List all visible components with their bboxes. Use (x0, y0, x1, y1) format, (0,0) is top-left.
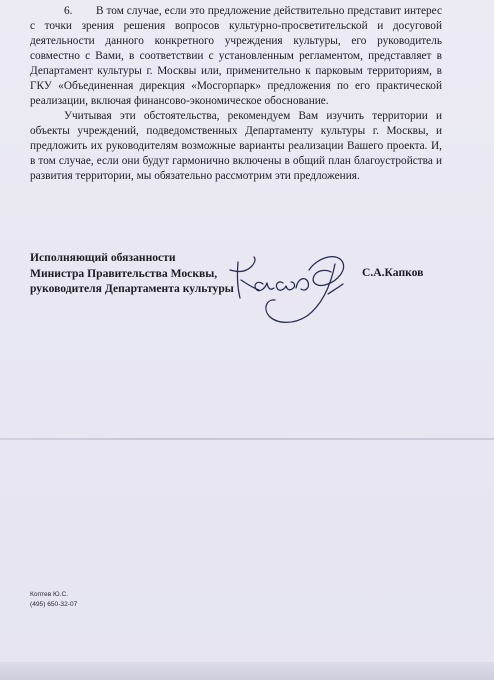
paragraph-2: Учитывая эти обстоятельства, рекомендуем Вам изучить территории и объекты учреждений, подведомственных Департаменту культуры г. Москвы, и предложить их руководителям возможные варианты реализации Вашего проекта. И, в том случае, если они будут гармонично включены в общий план благоустройства и развития территории, мы обязательно рассмотрим эти предложения. (30, 110, 442, 182)
executor-name: Коптев Ю.С. (30, 591, 69, 598)
paragraph-1-text: В том случае, если это предложение действительно представит интерес с точки зрения решения вопросов культурно-просветительской и досуговой деятельности данного конкретного учреждения культуры, его руководитель совместно с Вами, в соответствии с установленным регламентом, представляет в Департамент культуры г. Москвы или, применительно к парковым территориям, в ГКУ «Объединенная дирекция «Мосгорпарк» предложения по его практической реализации, включая финансово-экономическое обоснование. (30, 5, 442, 107)
signatory-title-line-1: Исполняющий обязанности (30, 251, 176, 264)
handwritten-signature (225, 232, 365, 342)
page-bottom-edge (0, 662, 494, 680)
signatory-title (30, 250, 234, 297)
paper-fold-line (0, 438, 494, 440)
executor-footer (30, 590, 77, 610)
executor-phone: (495) 650-32-07 (30, 601, 78, 608)
signatory-title-line-3: руководителя Департамента культуры (30, 282, 234, 295)
signatory-name: С.А.Капков (362, 266, 424, 279)
letter-body (30, 4, 442, 184)
paragraph-item-6 (30, 4, 442, 109)
signatory-title-line-2: Министра Правительства Москвы, (30, 266, 218, 280)
item-number: 6. (64, 5, 73, 17)
